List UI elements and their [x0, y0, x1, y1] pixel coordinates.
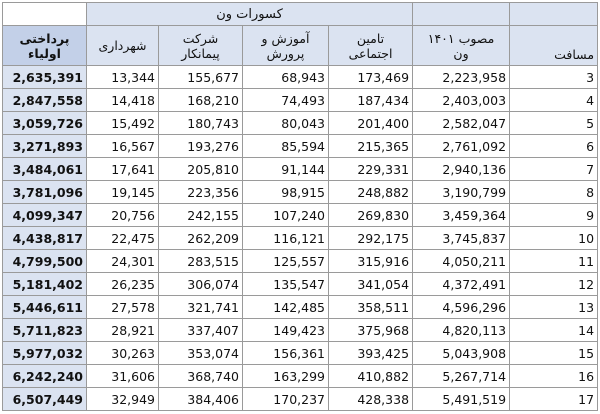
table-body	[3, 3, 598, 411]
parent-payment-cell: 3,484,061	[3, 158, 87, 181]
table-cell: 4,596,296	[413, 296, 510, 319]
table-cell: 30,263	[87, 342, 159, 365]
table-cell: 156,361	[243, 342, 329, 365]
table-row	[3, 273, 598, 296]
header-contractor-company	[159, 26, 243, 66]
table-cell: 215,365	[329, 135, 413, 158]
table-cell: 242,155	[159, 204, 243, 227]
table-cell: 68,943	[243, 66, 329, 89]
distance-cell: 8	[510, 181, 598, 204]
table-row	[3, 135, 598, 158]
parent-payment-cell: 5,977,032	[3, 342, 87, 365]
table-cell: 163,299	[243, 365, 329, 388]
header-social-security	[329, 26, 413, 66]
group-header-row	[3, 3, 598, 26]
table-cell: 2,403,003	[413, 89, 510, 112]
header-line: اجتماعی	[348, 45, 393, 61]
header-line: آموزش و	[261, 30, 310, 46]
table-cell: 3,745,837	[413, 227, 510, 250]
table-cell: 27,578	[87, 296, 159, 319]
parent-payment-cell: 5,711,823	[3, 319, 87, 342]
table-cell: 341,054	[329, 273, 413, 296]
table-cell: 17,641	[87, 158, 159, 181]
table-cell: 142,485	[243, 296, 329, 319]
header-parent-payment	[3, 26, 87, 66]
table-cell: 321,741	[159, 296, 243, 319]
table-cell: 306,074	[159, 273, 243, 296]
table-row	[3, 66, 598, 89]
table-row	[3, 388, 598, 411]
distance-cell: 13	[510, 296, 598, 319]
distance-cell: 6	[510, 135, 598, 158]
header-line: مسافت	[554, 47, 595, 62]
table-cell: 2,940,136	[413, 158, 510, 181]
distance-cell: 11	[510, 250, 598, 273]
parent-payment-cell: 4,099,347	[3, 204, 87, 227]
table-cell: 5,491,519	[413, 388, 510, 411]
distance-cell: 16	[510, 365, 598, 388]
table-cell: 4,372,491	[413, 273, 510, 296]
table-cell: 98,915	[243, 181, 329, 204]
table-row	[3, 112, 598, 135]
table-cell: 187,434	[329, 89, 413, 112]
table-row	[3, 342, 598, 365]
blank-cell	[3, 3, 87, 26]
table-cell: 262,209	[159, 227, 243, 250]
header-line: پیمانکار	[181, 45, 220, 61]
table-cell: 91,144	[243, 158, 329, 181]
table-cell: 3,190,799	[413, 181, 510, 204]
header-line: اولیاء	[28, 45, 61, 61]
table-cell: 4,050,211	[413, 250, 510, 273]
table-row	[3, 227, 598, 250]
table-cell: 13,344	[87, 66, 159, 89]
table-cell: 180,743	[159, 112, 243, 135]
column-header-row	[3, 26, 598, 66]
header-line: ون	[453, 45, 469, 61]
header-education	[243, 26, 329, 66]
table-cell: 20,756	[87, 204, 159, 227]
table-cell: 125,557	[243, 250, 329, 273]
blank-cell	[413, 3, 510, 26]
table-cell: 292,175	[329, 227, 413, 250]
distance-cell: 3	[510, 66, 598, 89]
table-cell: 384,406	[159, 388, 243, 411]
parent-payment-cell: 3,781,096	[3, 181, 87, 204]
table-cell: 19,145	[87, 181, 159, 204]
group-header-deductions: کسورات ون	[87, 3, 413, 26]
table-cell: 3,459,364	[413, 204, 510, 227]
table-cell: 85,594	[243, 135, 329, 158]
table-cell: 315,916	[329, 250, 413, 273]
parent-payment-cell: 5,181,402	[3, 273, 87, 296]
table-cell: 74,493	[243, 89, 329, 112]
header-line: پرورش	[266, 45, 305, 61]
parent-payment-cell: 2,847,558	[3, 89, 87, 112]
fare-table-container	[2, 2, 597, 411]
distance-cell: 10	[510, 227, 598, 250]
table-cell: 229,331	[329, 158, 413, 181]
parent-payment-cell: 6,242,240	[3, 365, 87, 388]
table-row	[3, 296, 598, 319]
table-cell: 5,043,908	[413, 342, 510, 365]
distance-cell: 5	[510, 112, 598, 135]
table-cell: 170,237	[243, 388, 329, 411]
table-cell: 4,820,113	[413, 319, 510, 342]
table-cell: 26,235	[87, 273, 159, 296]
header-line: شرکت	[182, 30, 219, 46]
header-line: مصوب ۱۴۰۱	[427, 30, 495, 46]
table-cell: 32,949	[87, 388, 159, 411]
table-cell: 201,400	[329, 112, 413, 135]
table-cell: 269,830	[329, 204, 413, 227]
table-cell: 428,338	[329, 388, 413, 411]
parent-payment-cell: 4,438,817	[3, 227, 87, 250]
table-cell: 80,043	[243, 112, 329, 135]
table-row	[3, 181, 598, 204]
school-van-fare-table	[2, 2, 598, 411]
table-cell: 16,567	[87, 135, 159, 158]
table-cell: 135,547	[243, 273, 329, 296]
parent-payment-cell: 6,507,449	[3, 388, 87, 411]
table-cell: 15,492	[87, 112, 159, 135]
table-cell: 368,740	[159, 365, 243, 388]
table-cell: 248,882	[329, 181, 413, 204]
table-cell: 24,301	[87, 250, 159, 273]
table-cell: 375,968	[329, 319, 413, 342]
parent-payment-cell: 2,635,391	[3, 66, 87, 89]
table-row	[3, 204, 598, 227]
table-row	[3, 158, 598, 181]
table-cell: 283,515	[159, 250, 243, 273]
parent-payment-cell: 4,799,500	[3, 250, 87, 273]
table-cell: 173,469	[329, 66, 413, 89]
table-cell: 353,074	[159, 342, 243, 365]
table-cell: 28,921	[87, 319, 159, 342]
table-cell: 116,121	[243, 227, 329, 250]
table-cell: 223,356	[159, 181, 243, 204]
distance-cell: 9	[510, 204, 598, 227]
table-cell: 2,223,958	[413, 66, 510, 89]
distance-cell: 7	[510, 158, 598, 181]
table-cell: 168,210	[159, 89, 243, 112]
distance-cell: 17	[510, 388, 598, 411]
table-cell: 2,761,092	[413, 135, 510, 158]
table-row	[3, 250, 598, 273]
table-row	[3, 89, 598, 112]
table-cell: 31,606	[87, 365, 159, 388]
header-distance	[510, 26, 598, 66]
table-cell: 393,425	[329, 342, 413, 365]
table-row	[3, 365, 598, 388]
distance-cell: 15	[510, 342, 598, 365]
header-line: شهرداری	[98, 38, 147, 53]
header-approved-fare	[413, 26, 510, 66]
table-cell: 14,418	[87, 89, 159, 112]
distance-cell: 4	[510, 89, 598, 112]
table-cell: 149,423	[243, 319, 329, 342]
table-cell: 205,810	[159, 158, 243, 181]
table-cell: 155,677	[159, 66, 243, 89]
parent-payment-cell: 3,271,893	[3, 135, 87, 158]
table-cell: 107,240	[243, 204, 329, 227]
table-cell: 193,276	[159, 135, 243, 158]
blank-cell	[510, 3, 598, 26]
table-cell: 410,882	[329, 365, 413, 388]
table-cell: 337,407	[159, 319, 243, 342]
header-line: پرداختی	[19, 30, 70, 46]
parent-payment-cell: 3,059,726	[3, 112, 87, 135]
header-line: تامین	[356, 30, 385, 46]
distance-cell: 14	[510, 319, 598, 342]
distance-cell: 12	[510, 273, 598, 296]
table-cell: 358,511	[329, 296, 413, 319]
parent-payment-cell: 5,446,611	[3, 296, 87, 319]
table-cell: 2,582,047	[413, 112, 510, 135]
table-row	[3, 319, 598, 342]
table-cell: 22,475	[87, 227, 159, 250]
table-cell: 5,267,714	[413, 365, 510, 388]
header-municipality	[87, 26, 159, 66]
